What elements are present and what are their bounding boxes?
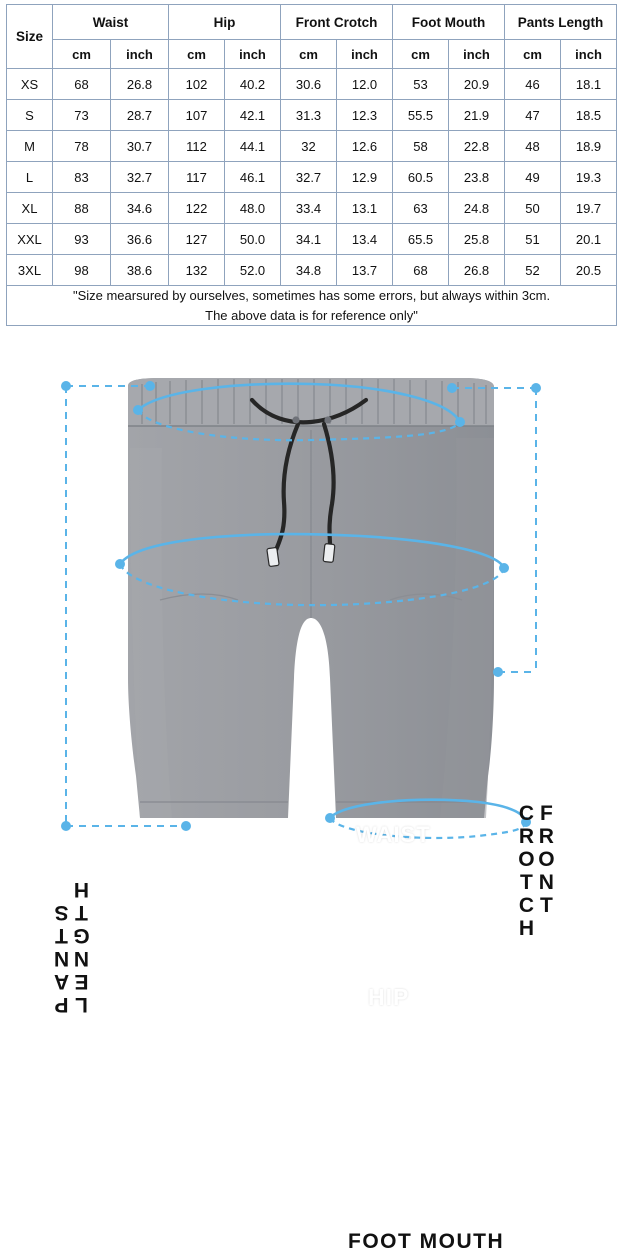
measurement-disclaimer bbox=[7, 286, 617, 326]
cell-size: XL bbox=[7, 193, 53, 224]
label-foot-mouth: FOOT MOUTH bbox=[348, 1230, 505, 1253]
cell-value: 26.8 bbox=[449, 255, 505, 286]
cell-value: 19.3 bbox=[561, 162, 617, 193]
cell-value: 38.6 bbox=[111, 255, 169, 286]
cell-value: 46.1 bbox=[225, 162, 281, 193]
cell-value: 13.7 bbox=[337, 255, 393, 286]
cell-value: 52.0 bbox=[225, 255, 281, 286]
cell-value: 88 bbox=[53, 193, 111, 224]
cell-value: 68 bbox=[53, 69, 111, 100]
cell-value: 34.6 bbox=[111, 193, 169, 224]
shorts-garment bbox=[128, 378, 494, 818]
header-waist: Waist bbox=[53, 5, 169, 40]
cell-value: 13.4 bbox=[337, 224, 393, 255]
table-row bbox=[7, 162, 617, 193]
cell-value: 58 bbox=[393, 131, 449, 162]
disclaimer-line-2: The above data is for reference only" bbox=[205, 307, 418, 323]
label-waist: WAIST bbox=[356, 822, 431, 847]
table-header-unit-row bbox=[7, 40, 617, 69]
cell-value: 68 bbox=[393, 255, 449, 286]
cell-value: 42.1 bbox=[225, 100, 281, 131]
cell-value: 53 bbox=[393, 69, 449, 100]
cell-value: 83 bbox=[53, 162, 111, 193]
cell-value: 12.6 bbox=[337, 131, 393, 162]
cell-value: 107 bbox=[169, 100, 225, 131]
table-header-group-row bbox=[7, 5, 617, 40]
cell-value: 34.8 bbox=[281, 255, 337, 286]
label-pants-length: PANTS LENGTH bbox=[50, 878, 93, 1016]
unit-pants-length-cm: cm bbox=[505, 40, 561, 69]
cell-value: 30.7 bbox=[111, 131, 169, 162]
cell-value: 21.9 bbox=[449, 100, 505, 131]
cell-value: 46 bbox=[505, 69, 561, 100]
cell-value: 48 bbox=[505, 131, 561, 162]
cell-value: 78 bbox=[53, 131, 111, 162]
size-chart-table-container bbox=[6, 4, 616, 326]
cell-value: 65.5 bbox=[393, 224, 449, 255]
table-row bbox=[7, 255, 617, 286]
eyelet-left bbox=[292, 416, 299, 423]
cell-size: S bbox=[7, 100, 53, 131]
table-row bbox=[7, 193, 617, 224]
cell-value: 32.7 bbox=[281, 162, 337, 193]
cell-value: 18.5 bbox=[561, 100, 617, 131]
cell-value: 51 bbox=[505, 224, 561, 255]
cell-value: 117 bbox=[169, 162, 225, 193]
cell-value: 44.1 bbox=[225, 131, 281, 162]
unit-foot-mouth-cm: cm bbox=[393, 40, 449, 69]
unit-foot-mouth-inch: inch bbox=[449, 40, 505, 69]
cell-value: 20.9 bbox=[449, 69, 505, 100]
cell-value: 32 bbox=[281, 131, 337, 162]
size-chart-table bbox=[6, 4, 617, 326]
cell-value: 60.5 bbox=[393, 162, 449, 193]
header-foot-mouth: Foot Mouth bbox=[393, 5, 505, 40]
cell-value: 93 bbox=[53, 224, 111, 255]
cell-value: 20.5 bbox=[561, 255, 617, 286]
cell-value: 28.7 bbox=[111, 100, 169, 131]
disclaimer-line-1: "Size mearsured by ourselves, sometimes has some errors, but always within 3cm. bbox=[72, 288, 551, 303]
header-hip: Hip bbox=[169, 5, 281, 40]
table-note-row bbox=[7, 286, 617, 326]
cell-size: L bbox=[7, 162, 53, 193]
cell-value: 132 bbox=[169, 255, 225, 286]
eyelet-right bbox=[324, 416, 331, 423]
cell-value: 55.5 bbox=[393, 100, 449, 131]
cell-value: 127 bbox=[169, 224, 225, 255]
cell-value: 34.1 bbox=[281, 224, 337, 255]
cell-value: 47 bbox=[505, 100, 561, 131]
table-row bbox=[7, 224, 617, 255]
cell-size: XS bbox=[7, 69, 53, 100]
cell-value: 73 bbox=[53, 100, 111, 131]
cell-value: 13.1 bbox=[337, 193, 393, 224]
cell-value: 102 bbox=[169, 69, 225, 100]
cell-value: 20.1 bbox=[561, 224, 617, 255]
cell-value: 112 bbox=[169, 131, 225, 162]
shorts-measurement-diagram bbox=[0, 378, 622, 1253]
unit-hip-inch: inch bbox=[225, 40, 281, 69]
unit-hip-cm: cm bbox=[169, 40, 225, 69]
cell-size: 3XL bbox=[7, 255, 53, 286]
cell-value: 63 bbox=[393, 193, 449, 224]
cell-value: 40.2 bbox=[225, 69, 281, 100]
cell-value: 26.8 bbox=[111, 69, 169, 100]
header-front-crotch: Front Crotch bbox=[281, 5, 393, 40]
cell-value: 24.8 bbox=[449, 193, 505, 224]
cell-value: 52 bbox=[505, 255, 561, 286]
unit-waist-inch: inch bbox=[111, 40, 169, 69]
cell-value: 12.0 bbox=[337, 69, 393, 100]
unit-front-crotch-inch: inch bbox=[337, 40, 393, 69]
cell-value: 36.6 bbox=[111, 224, 169, 255]
cell-value: 31.3 bbox=[281, 100, 337, 131]
cell-value: 25.8 bbox=[449, 224, 505, 255]
label-hip: HIP bbox=[368, 984, 410, 1010]
cell-value: 12.3 bbox=[337, 100, 393, 131]
cell-value: 33.4 bbox=[281, 193, 337, 224]
table-row bbox=[7, 131, 617, 162]
table-row bbox=[7, 69, 617, 100]
cell-value: 49 bbox=[505, 162, 561, 193]
label-front-crotch: FRONT CROTCH bbox=[514, 802, 558, 940]
unit-pants-length-inch: inch bbox=[561, 40, 617, 69]
cell-value: 30.6 bbox=[281, 69, 337, 100]
cell-value: 22.8 bbox=[449, 131, 505, 162]
cell-value: 48.0 bbox=[225, 193, 281, 224]
cell-value: 12.9 bbox=[337, 162, 393, 193]
cell-value: 32.7 bbox=[111, 162, 169, 193]
cell-value: 98 bbox=[53, 255, 111, 286]
cell-value: 122 bbox=[169, 193, 225, 224]
table-row bbox=[7, 100, 617, 131]
cell-value: 19.7 bbox=[561, 193, 617, 224]
cell-size: M bbox=[7, 131, 53, 162]
cell-value: 18.9 bbox=[561, 131, 617, 162]
unit-waist-cm: cm bbox=[53, 40, 111, 69]
header-size: Size bbox=[7, 5, 53, 69]
cell-value: 23.8 bbox=[449, 162, 505, 193]
cell-value: 50 bbox=[505, 193, 561, 224]
header-pants-length: Pants Length bbox=[505, 5, 617, 40]
unit-front-crotch-cm: cm bbox=[281, 40, 337, 69]
cell-value: 18.1 bbox=[561, 69, 617, 100]
cell-size: XXL bbox=[7, 224, 53, 255]
cell-value: 50.0 bbox=[225, 224, 281, 255]
